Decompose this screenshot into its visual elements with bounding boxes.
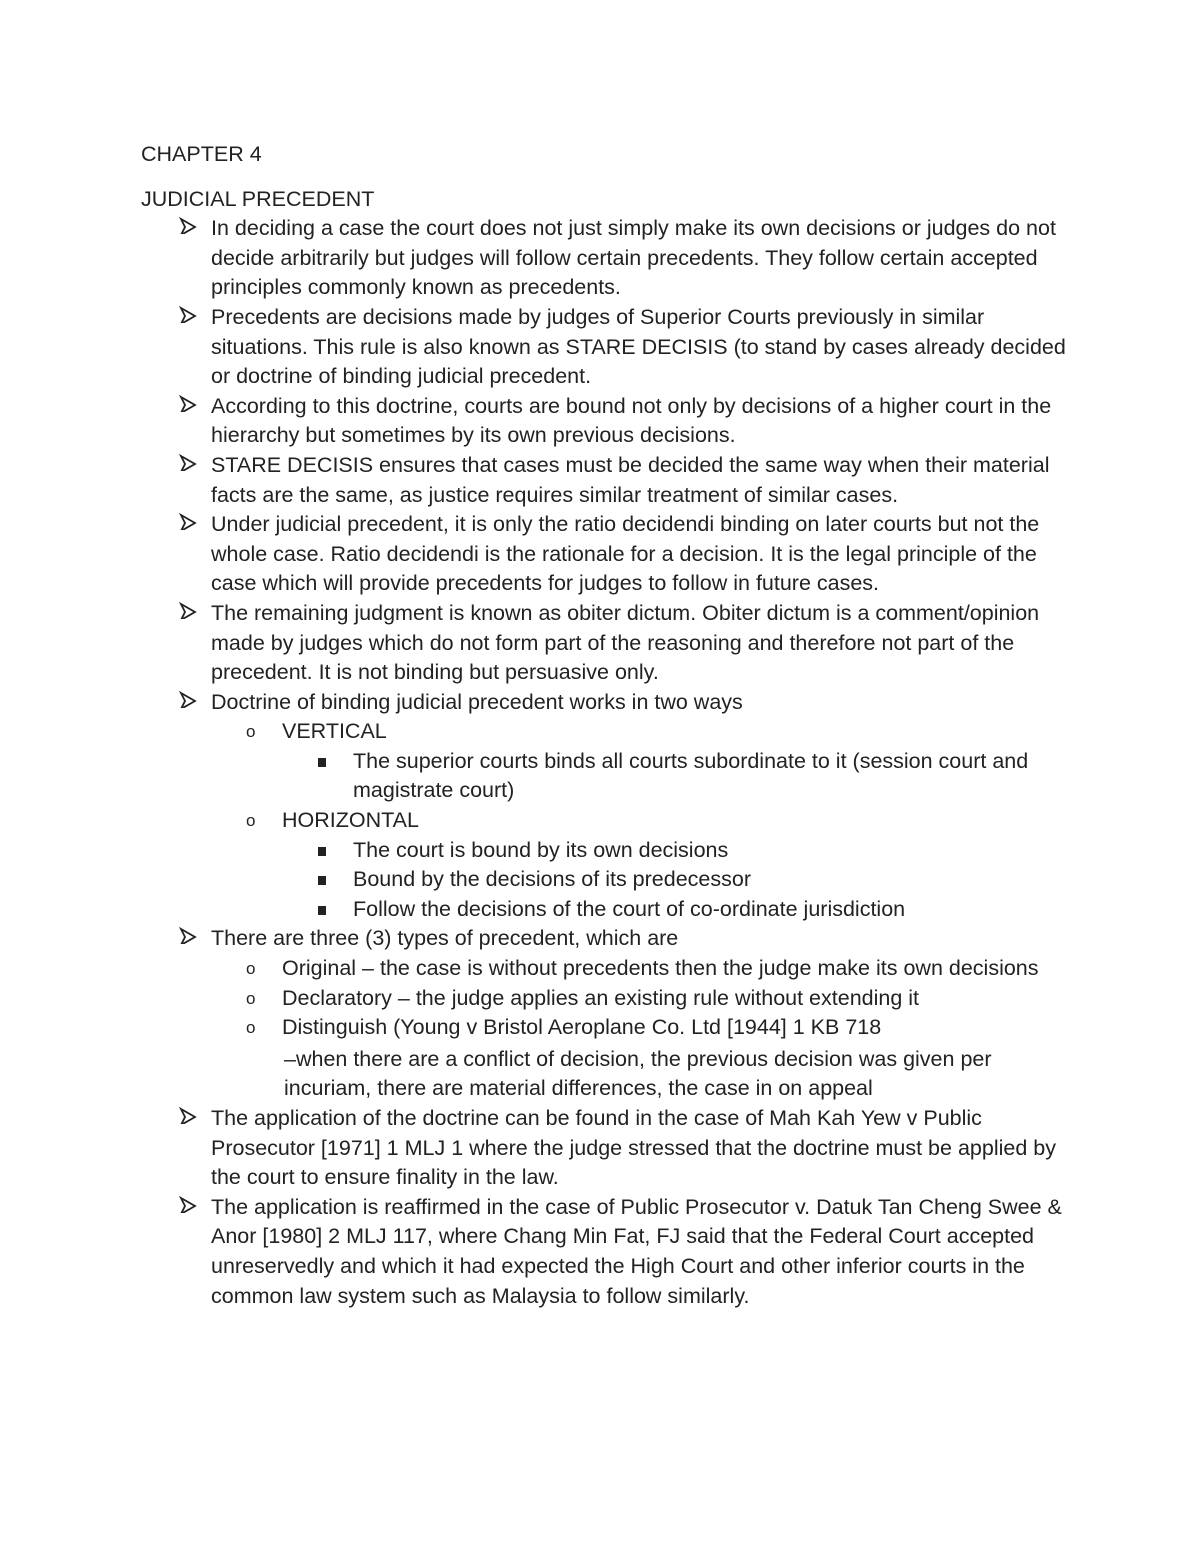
bullet-text: Precedents are decisions made by judges of Superior Courts previously in similar situations. This rule is also known as STARE DECISIS (to stand by cases already decided or doctrine of binding judicial precedent. xyxy=(211,304,1066,389)
sublist-item-vertical xyxy=(211,717,1081,806)
list-item xyxy=(141,599,1081,688)
horizontal-points xyxy=(282,836,1081,925)
arrowhead-bullet-icon xyxy=(175,392,201,412)
bullet-text: STARE DECISIS ensures that cases must be decided the same way when their material facts are the same, as justice requires similar treatment of similar cases. xyxy=(211,452,1050,507)
list-item xyxy=(141,451,1081,510)
arrowhead-bullet-icon xyxy=(175,688,201,708)
bullet-text: The remaining judgment is known as obiter dictum. Obiter dictum is a comment/opinion made by judges which do not form part of the reasoning and therefore not part of the precedent. It is not binding but persuasive only. xyxy=(211,600,1040,685)
square-bullet-icon xyxy=(318,876,326,885)
sublist-text: Original – the case is without precedents then the judge make its own decisions xyxy=(282,956,1039,981)
sublist-item-distinguish xyxy=(211,1013,1081,1104)
sublist-item-original xyxy=(211,954,1081,984)
arrowhead-bullet-icon xyxy=(175,924,201,944)
bullet-text: The application is reaffirmed in the case of Public Prosecutor v. Datuk Tan Cheng Swee & Anor [1980] 2 MLJ 117, where Chang Min Fat, FJ said that the Federal Court accepted unreservedly and which it had expected the High Court and other inferior courts in the common law system such as Malaysia to follow similarly. xyxy=(211,1194,1062,1308)
arrowhead-bullet-icon xyxy=(175,599,201,619)
point-text: Bound by the decisions of its predecessor xyxy=(353,867,751,892)
sublist-item-declaratory xyxy=(211,984,1081,1014)
sublist-text-continued: –when there are a conflict of decision, the previous decision was given per incuriam, there are material differences, the case in on appeal xyxy=(284,1046,992,1101)
square-bullet-icon xyxy=(318,847,326,856)
list-item xyxy=(282,747,1081,806)
bullet-text: In deciding a case the court does not just simply make its own decisions or judges do not decide arbitrarily but judges will follow certain precedents. They follow certain accepted principles commonly known as precedents. xyxy=(211,216,1056,300)
chapter-heading: CHAPTER 4 xyxy=(141,142,262,166)
square-bullet-icon xyxy=(318,758,326,767)
list-item xyxy=(282,895,1081,925)
list-item-types xyxy=(141,924,1081,1104)
list-item xyxy=(141,214,1081,303)
point-text: The court is bound by its own decisions xyxy=(353,837,729,862)
list-item xyxy=(141,1104,1081,1193)
arrowhead-bullet-icon xyxy=(175,214,201,234)
sublist-text: Distinguish (Young v Bristol Aeroplane Co. Ltd [1944] 1 KB 718 xyxy=(282,1015,882,1040)
bullet-text: There are three (3) types of precedent, which are xyxy=(211,926,679,951)
list-item xyxy=(282,865,1081,895)
bullet-text: The application of the doctrine can be found in the case of Mah Kah Yew v Public Prosecutor [1971] 1 MLJ 1 where the judge stressed that the doctrine must be applied by the court to ensure finality in the law. xyxy=(211,1106,1056,1190)
list-item xyxy=(141,303,1081,392)
point-text: The superior courts binds all courts subordinate to it (session court and magistrate court) xyxy=(353,748,1029,803)
list-item-doctrine xyxy=(141,688,1081,925)
types-sublist xyxy=(211,954,1081,1104)
page-title: JUDICIAL PRECEDENT xyxy=(141,186,375,211)
arrowhead-bullet-icon xyxy=(175,303,201,323)
list-item xyxy=(282,836,1081,866)
sublist-label: HORIZONTAL xyxy=(282,808,419,833)
square-bullet-icon xyxy=(318,906,326,915)
bullet-text: According to this doctrine, courts are bound not only by decisions of a higher court in the hierarchy but sometimes by its own previous decisions. xyxy=(211,393,1052,448)
hollow-circle-bullet-icon: o xyxy=(246,811,256,831)
arrowhead-bullet-icon xyxy=(175,1193,201,1213)
main-bullet-list xyxy=(141,214,1081,1311)
arrowhead-bullet-icon xyxy=(175,510,201,530)
vertical-points xyxy=(282,747,1081,806)
arrowhead-bullet-icon xyxy=(175,451,201,471)
document-body xyxy=(141,140,1081,1311)
hollow-circle-bullet-icon: o xyxy=(246,959,256,979)
list-item xyxy=(141,1193,1081,1311)
sublist-text: Declaratory – the judge applies an existing rule without extending it xyxy=(282,985,920,1010)
doctrine-sublist xyxy=(211,717,1081,924)
arrowhead-bullet-icon xyxy=(175,1104,201,1124)
sublist-item-horizontal xyxy=(211,806,1081,924)
hollow-circle-bullet-icon: o xyxy=(246,988,256,1008)
hollow-circle-bullet-icon: o xyxy=(246,1018,256,1038)
hollow-circle-bullet-icon: o xyxy=(246,722,256,742)
point-text: Follow the decisions of the court of co-ordinate jurisdiction xyxy=(353,896,906,921)
list-item xyxy=(141,392,1081,451)
bullet-text: Doctrine of binding judicial precedent works in two ways xyxy=(211,689,743,714)
bullet-text: Under judicial precedent, it is only the ratio decidendi binding on later courts but not the whole case. Ratio decidendi is the rationale for a decision. It is the legal principle of the case which will provide precedents for judges to follow in future cases. xyxy=(211,512,1040,596)
list-item xyxy=(141,510,1081,599)
sublist-label: VERTICAL xyxy=(282,719,387,744)
